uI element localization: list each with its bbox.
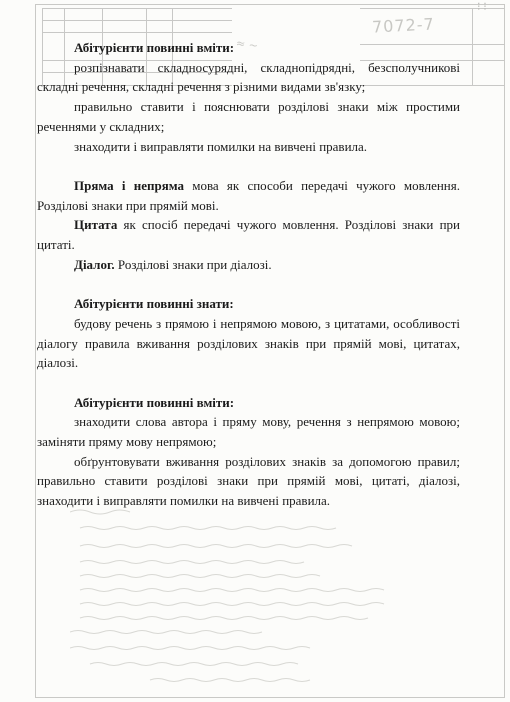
list-item: правильно ставити і пояснювати розділові знаки між простими реченнями у складних; bbox=[37, 99, 460, 134]
document-body bbox=[37, 38, 460, 511]
topic-term: Діалог. bbox=[74, 256, 115, 272]
list-item: будову речень з прямою і непрямою мовою, з цитатами, особливості діалогу правила вживання розділових знаків при прямій мові, цитатах, діалозі. bbox=[37, 315, 460, 371]
corner-marks: ⁝ ⁝ bbox=[477, 1, 487, 13]
topic-text: Розділові знаки при діалозі. bbox=[114, 256, 272, 272]
list-item: знаходити слова автора і пряму мову, речення з непрямою мовою; заміняти пряму мову непрямою; bbox=[37, 414, 460, 450]
topic-text: як спосіб передачі чужого мовлення. Розділові знаки при цитаті. bbox=[37, 217, 460, 253]
faint-handwriting bbox=[70, 504, 470, 694]
section-heading: Абітурієнти повинні вміти: bbox=[74, 40, 235, 55]
topic-text: мова як способи передачі чужого мовлення. Розділові знаки при прямій мові. bbox=[37, 177, 460, 213]
section-heading: Абітурієнти повинні вміти: bbox=[74, 394, 235, 410]
section-heading: Абітурієнти повинні знати: bbox=[74, 296, 234, 312]
topic-item bbox=[37, 176, 460, 215]
topic-item bbox=[37, 215, 460, 254]
list-item: знаходити і виправляти помилки на вивчені правила. bbox=[74, 138, 368, 154]
topic-term: Цитата bbox=[74, 217, 118, 233]
handwritten-mark: ≈ ~ bbox=[235, 36, 259, 53]
list-item: обґрунтовувати вживання розділових знаків за допомогою правил; правильно ставити розділові знаки при прямій мові, цитаті, діалозі, знаходити і виправляти помилки на вивчені правила. bbox=[37, 453, 460, 509]
topic-item bbox=[37, 255, 460, 275]
handwritten-number: 7072-7 bbox=[371, 14, 436, 37]
topic-term: Пряма і непряма bbox=[74, 177, 184, 193]
list-item: розпізнавати складносурядні, складнопідрядні, безсполучникові складні речення, складні речення з різними видами зв'язку; bbox=[37, 59, 460, 95]
